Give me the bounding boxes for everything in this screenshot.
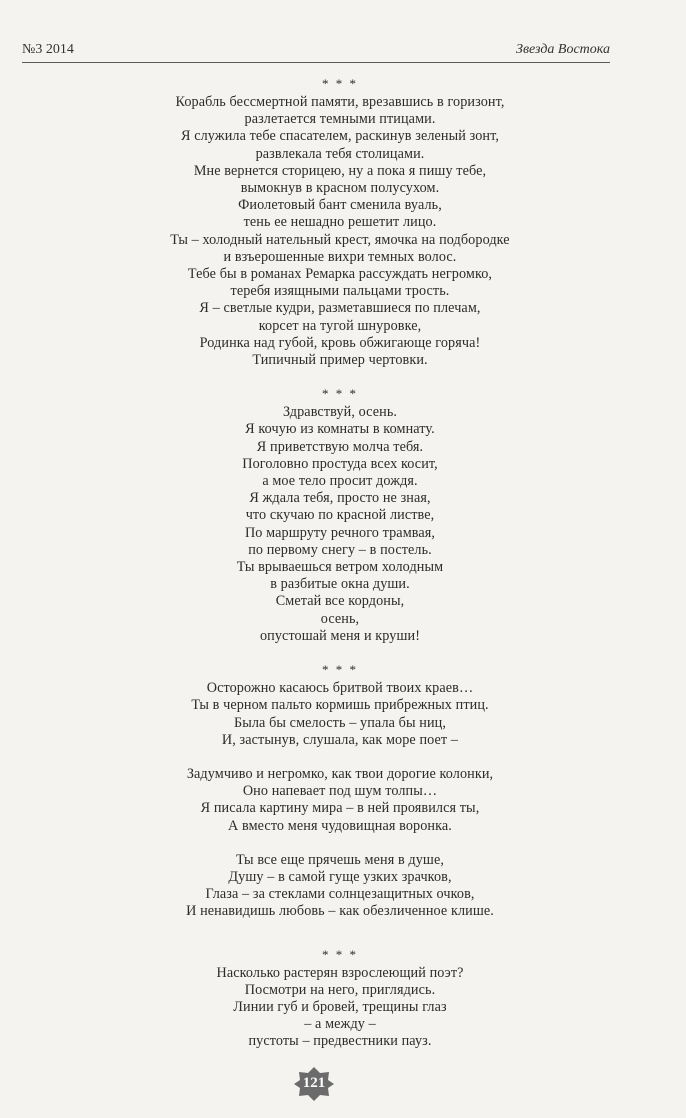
poem-line: Сметай все кордоны, xyxy=(275,593,405,610)
poem-line: пустоты – предвестники пауз. xyxy=(248,1033,432,1050)
poem-line: и взъерошенные вихри темных волос. xyxy=(223,248,457,265)
poem-line: Душу – в самой гуще узких зрачков, xyxy=(228,868,452,885)
poem-line: Осторожно касаюсь бритвой твоих краев… xyxy=(206,680,474,697)
poem-1 xyxy=(60,76,620,369)
poem-line: корсет на тугой шнуровке, xyxy=(258,317,422,334)
poem-line: Я кочую из комнаты в комнату. xyxy=(245,421,435,438)
poem-line: Задумчиво и негромко, как твои дорогие колонки, xyxy=(186,765,494,782)
poem-line: теребя изящными пальцами трость. xyxy=(230,283,450,300)
poem-line: в разбитые окна души. xyxy=(270,576,410,593)
page-number-badge xyxy=(293,1066,335,1102)
poem-2 xyxy=(60,386,620,645)
poem-line: опустошай меня и круши! xyxy=(259,627,421,644)
poem-line: По маршруту речного трамвая, xyxy=(244,524,436,541)
poem-line: Типичный пример чертовки. xyxy=(252,352,428,369)
poem-line: И ненавидишь любовь – как обезличенное клише. xyxy=(186,903,494,920)
poem-line: Родинка над губой, кровь обжигающе горяча! xyxy=(199,334,481,351)
issue-label: №3 2014 xyxy=(22,42,74,57)
poem-line: Мне вернется сторицею, ну а пока я пишу тебе, xyxy=(193,162,487,179)
poem-line: развлекала тебя столицами. xyxy=(255,145,425,162)
poem-separator: * * * xyxy=(322,386,358,402)
poem-line: А вместо меня чудовищная воронка. xyxy=(228,817,452,834)
poem-line: разлетается темными птицами. xyxy=(244,111,436,128)
poem-line: Линии губ и бровей, трещины глаз xyxy=(233,998,447,1015)
poem-line: Ты врываешься ветром холодным xyxy=(236,559,444,576)
poem-line: Корабль бессмертной памяти, врезавшись в горизонт, xyxy=(175,94,505,110)
poem-line: Я писала картину мира – в ней проявился ты, xyxy=(200,800,480,817)
poem-separator: * * * xyxy=(322,662,358,678)
poem-line: Насколько растерян взрослеющий поэт? xyxy=(216,964,464,981)
poem-line: Глаза – за стеклами солнцезащитных очков, xyxy=(205,886,475,903)
poem-line: Была бы смелость – упала бы ниц, xyxy=(233,714,446,731)
poem-line: Я ждала тебя, просто не зная, xyxy=(249,490,431,507)
poem-3 xyxy=(60,662,620,920)
poem-4 xyxy=(60,947,620,1051)
poem-line: осень, xyxy=(320,610,360,627)
poem-line: что скучаю по красной листве, xyxy=(245,507,435,524)
poem-line: Оно напевает под шум толпы… xyxy=(242,783,438,800)
poem-line: Ты – холодный нательный крест, ямочка на подбородке xyxy=(170,231,510,248)
poem-line: – а между – xyxy=(304,1016,376,1033)
poem-line: Я – светлые кудри, разметавшиеся по плечам, xyxy=(199,300,481,317)
poem-line: Посмотри на него, приглядись. xyxy=(244,981,436,998)
poem-line: Я приветствую молча тебя. xyxy=(256,438,424,455)
poem-line: по первому снегу – в постель. xyxy=(248,541,432,558)
journal-title: Звезда Востока xyxy=(516,42,610,57)
poem-line: Ты в черном пальто кормишь прибрежных птиц. xyxy=(191,697,489,714)
poem-line: Поголовно простуда всех косит, xyxy=(242,455,438,472)
poem-line: Я служила тебе спасателем, раскинув зеленый зонт, xyxy=(181,128,499,145)
poem-line: вымокнув в красном полусухом. xyxy=(240,180,440,197)
page-number: 121 xyxy=(302,1075,326,1091)
poem-line: Ты все еще прячешь меня в душе, xyxy=(236,851,444,868)
poem-line: тень ее нешадно решетит лицо. xyxy=(243,214,437,231)
poem-line: И, застынув, слушала, как море поет – xyxy=(221,731,459,748)
poem-line: Фиолетовый бант сменила вуаль, xyxy=(238,197,442,214)
poem-line: Тебе бы в романах Ремарка рассуждать негромко, xyxy=(187,266,493,283)
poem-line: Здравствуй, осень. xyxy=(282,404,398,421)
running-header xyxy=(22,40,610,63)
poem-line: а мое тело просит дождя. xyxy=(262,473,418,490)
poem-separator: * * * xyxy=(322,946,358,962)
poem-separator: * * * xyxy=(322,76,358,91)
poems-column xyxy=(60,76,620,1051)
